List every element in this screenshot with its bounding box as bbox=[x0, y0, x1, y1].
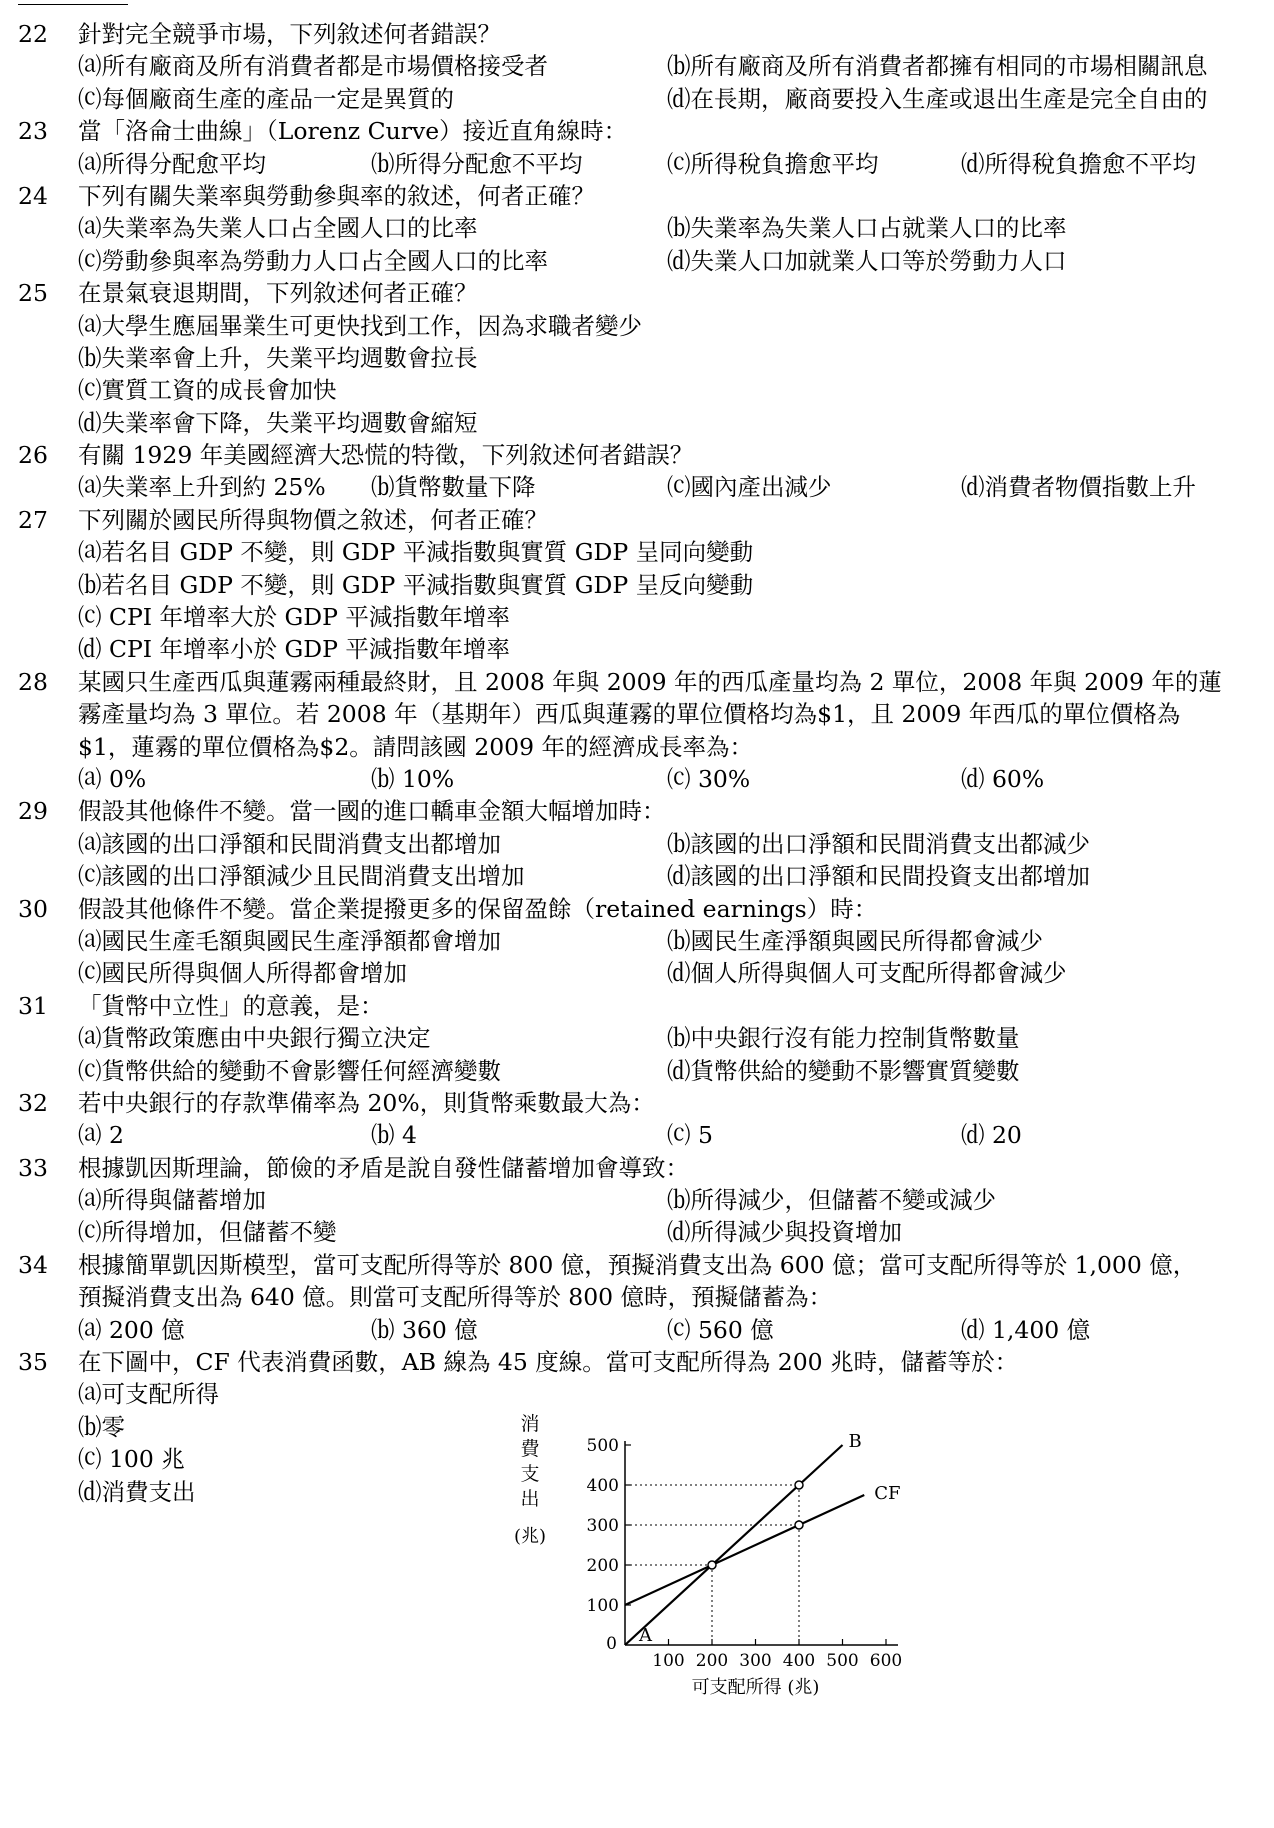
question-row bbox=[0, 698, 1274, 730]
option: ⒜所得分配愈平均 bbox=[78, 149, 266, 178]
x-tick-label: 400 bbox=[782, 1651, 816, 1671]
start-label-a: A bbox=[639, 1625, 652, 1646]
option: ⒟消費者物價指數上升 bbox=[961, 473, 1196, 502]
option: ⒜國民生產毛額與國民生產淨額都會增加 bbox=[78, 926, 501, 955]
option: ⒝所得減少，但儲蓄不變或減少 bbox=[667, 1186, 996, 1215]
top-rule bbox=[18, 4, 128, 5]
option: ⒞ 100 兆 bbox=[78, 1445, 185, 1474]
option: ⒟在長期，廠商要投入生產或退出生產是完全自由的 bbox=[667, 84, 1208, 113]
series-label-b: B bbox=[848, 1431, 862, 1452]
option: ⒜失業率上升到約 25% bbox=[78, 473, 326, 502]
question-row bbox=[0, 666, 1274, 698]
option: ⒟貨幣供給的變動不影響實質變數 bbox=[667, 1056, 1020, 1085]
option: ⒝若名目 GDP 不變，則 GDP 平減指數與實質 GDP 呈反向變動 bbox=[78, 570, 754, 599]
option: ⒟所得減少與投資增加 bbox=[667, 1218, 902, 1247]
question-stem: 下列有關失業率與勞動參與率的敘述，何者正確？ bbox=[78, 181, 595, 210]
question-stem: 假設其他條件不變。當企業提撥更多的保留盈餘（retained earnings）時： bbox=[78, 894, 878, 923]
question-number: 24 bbox=[18, 181, 48, 210]
question-number: 26 bbox=[18, 441, 48, 470]
question-stem: 「貨幣中立性」的意義，是： bbox=[78, 991, 384, 1020]
options-row bbox=[0, 763, 1274, 795]
y-axis-label-char: 費 bbox=[520, 1438, 540, 1460]
question-row bbox=[0, 1346, 1274, 1378]
options-row bbox=[0, 50, 1274, 82]
question-stem: 根據簡單凱因斯模型，當可支配所得等於 800 億，預擬消費支出為 600 億；當可支配所得等於 1,000 億， bbox=[78, 1250, 1197, 1279]
options-row bbox=[0, 828, 1274, 860]
options-row bbox=[0, 925, 1274, 957]
option: ⒟ 60% bbox=[961, 764, 1045, 793]
data-point bbox=[795, 1521, 803, 1529]
option: ⒝失業率會上升，失業平均週數會拉長 bbox=[78, 343, 478, 372]
option: ⒟ CPI 年增率小於 GDP 平減指數年增率 bbox=[78, 635, 510, 664]
option: ⒜所得與儲蓄增加 bbox=[78, 1186, 266, 1215]
question-number: 23 bbox=[18, 117, 48, 146]
question-row bbox=[0, 18, 1274, 50]
option: ⒞每個廠商生產的產品一定是異質的 bbox=[78, 84, 454, 113]
options-row bbox=[0, 471, 1274, 503]
option: ⒞該國的出口淨額減少且民間消費支出增加 bbox=[78, 862, 525, 891]
option: ⒟該國的出口淨額和民間投資支出都增加 bbox=[667, 862, 1090, 891]
question-row bbox=[0, 504, 1274, 536]
options-row bbox=[0, 1184, 1274, 1216]
x-tick-label: 200 bbox=[695, 1651, 729, 1671]
options-row bbox=[0, 407, 1274, 439]
question-number: 32 bbox=[18, 1088, 48, 1117]
option: ⒜該國的出口淨額和民間消費支出都增加 bbox=[78, 829, 501, 858]
option: ⒝所得分配愈不平均 bbox=[371, 149, 583, 178]
question-number: 33 bbox=[18, 1153, 48, 1182]
question-row bbox=[0, 893, 1274, 925]
option: ⒝該國的出口淨額和民間消費支出都減少 bbox=[667, 829, 1090, 858]
option: ⒜可支配所得 bbox=[78, 1380, 219, 1409]
question-stem: 根據凱因斯理論，節儉的矛盾是說自發性儲蓄增加會導致： bbox=[78, 1153, 689, 1182]
option: ⒝中央銀行沒有能力控制貨幣數量 bbox=[667, 1024, 1020, 1053]
option: ⒜ 200 億 bbox=[78, 1315, 185, 1344]
question-row bbox=[0, 1249, 1274, 1281]
options-row bbox=[0, 957, 1274, 989]
option: ⒝零 bbox=[78, 1412, 125, 1441]
option: ⒟所得稅負擔愈不平均 bbox=[961, 149, 1196, 178]
series-line-ab bbox=[625, 1445, 843, 1645]
options-row bbox=[0, 148, 1274, 180]
question-stem: 在下圖中，CF 代表消費函數，AB 線為 45 度線。當可支配所得為 200 兆時，儲蓄等於： bbox=[78, 1348, 1019, 1377]
x-axis-label: 可支配所得 (兆) bbox=[691, 1677, 820, 1698]
x-tick-label: 300 bbox=[739, 1651, 772, 1671]
options-row bbox=[0, 536, 1274, 568]
question-number: 28 bbox=[18, 667, 48, 696]
options-row bbox=[0, 1314, 1274, 1346]
option: ⒝所有廠商及所有消費者都擁有相同的市場相關訊息 bbox=[667, 52, 1208, 81]
question-number: 34 bbox=[18, 1250, 48, 1279]
x-tick-label: 500 bbox=[826, 1651, 859, 1671]
y-axis-label-char: 消 bbox=[520, 1413, 540, 1435]
option: ⒟失業率會下降，失業平均週數會縮短 bbox=[78, 408, 478, 437]
y-tick-label: 200 bbox=[586, 1556, 619, 1576]
option: ⒜所有廠商及所有消費者都是市場價格接受者 bbox=[78, 52, 548, 81]
option: ⒟失業人口加就業人口等於勞動力人口 bbox=[667, 246, 1067, 275]
question-row bbox=[0, 277, 1274, 309]
options-row bbox=[0, 83, 1274, 115]
x-tick-label: 600 bbox=[869, 1651, 903, 1671]
y-axis-label-char: 支 bbox=[520, 1463, 540, 1485]
option: ⒜貨幣政策應由中央銀行獨立決定 bbox=[78, 1024, 431, 1053]
option: ⒜ 0% bbox=[78, 764, 147, 793]
option: ⒜大學生應屆畢業生可更快找到工作，因為求職者變少 bbox=[78, 311, 642, 340]
option: ⒝ 10% bbox=[371, 764, 455, 793]
options-row bbox=[0, 374, 1274, 406]
data-point bbox=[795, 1481, 803, 1489]
y-axis-label-char: 出 bbox=[520, 1488, 540, 1510]
origin-label: 0 bbox=[606, 1634, 617, 1654]
option: ⒝ 4 bbox=[371, 1121, 417, 1150]
question-number: 31 bbox=[18, 991, 48, 1020]
options-row bbox=[0, 1055, 1274, 1087]
option: ⒞所得增加，但儲蓄不變 bbox=[78, 1218, 337, 1247]
y-tick-label: 500 bbox=[586, 1436, 619, 1456]
options-row bbox=[0, 310, 1274, 342]
question-number: 22 bbox=[18, 20, 48, 48]
option: ⒟消費支出 bbox=[78, 1477, 196, 1506]
y-tick-label: 300 bbox=[586, 1516, 619, 1536]
question-row bbox=[0, 731, 1274, 763]
question-row bbox=[0, 1087, 1274, 1119]
question-number: 25 bbox=[18, 279, 48, 308]
question-row bbox=[0, 990, 1274, 1022]
option: ⒞貨幣供給的變動不會影響任何經濟變數 bbox=[78, 1056, 501, 1085]
option: ⒞勞動參與率為勞動力人口占全國人口的比率 bbox=[78, 246, 548, 275]
options-row bbox=[0, 569, 1274, 601]
y-tick-label: 400 bbox=[586, 1476, 619, 1496]
data-point bbox=[708, 1561, 716, 1569]
question-row bbox=[0, 1281, 1274, 1313]
y-axis-unit: (兆) bbox=[513, 1526, 547, 1547]
option: ⒞國內產出減少 bbox=[667, 473, 832, 502]
question-stem: 預擬消費支出為 640 億。則當可支配所得等於 800 億時，預擬儲蓄為： bbox=[78, 1283, 833, 1312]
option: ⒟ 1,400 億 bbox=[961, 1315, 1091, 1344]
question-stem: 有關 1929 年美國經濟大恐慌的特徵，下列敘述何者錯誤？ bbox=[78, 441, 694, 470]
option: ⒝國民生產淨額與國民所得都會減少 bbox=[667, 926, 1043, 955]
question-number: 27 bbox=[18, 505, 48, 534]
question-number: 30 bbox=[18, 894, 48, 923]
option: ⒞國民所得與個人所得都會增加 bbox=[78, 959, 407, 988]
series-label-cf: CF bbox=[874, 1483, 901, 1504]
options-row bbox=[0, 342, 1274, 374]
options-row bbox=[0, 1022, 1274, 1054]
question-row bbox=[0, 439, 1274, 471]
question-row bbox=[0, 180, 1274, 212]
question-stem: 某國只生產西瓜與蓮霧兩種最終財，且 2008 年與 2009 年的西瓜產量均為 2 單位，2008 年與 2009 年的蓮 bbox=[78, 667, 1222, 696]
series-line-cf bbox=[625, 1495, 864, 1605]
option: ⒜失業率為失業人口占全國人口的比率 bbox=[78, 214, 478, 243]
option: ⒞ CPI 年增率大於 GDP 平減指數年增率 bbox=[78, 603, 510, 632]
option: ⒞ 5 bbox=[667, 1121, 713, 1150]
option: ⒞實質工資的成長會加快 bbox=[78, 376, 337, 405]
option: ⒝失業率為失業人口占就業人口的比率 bbox=[667, 214, 1067, 243]
option: ⒝ 360 億 bbox=[371, 1315, 478, 1344]
options-row bbox=[0, 1119, 1274, 1151]
question-row bbox=[0, 795, 1274, 827]
option: ⒜若名目 GDP 不變，則 GDP 平減指數與實質 GDP 呈同向變動 bbox=[78, 538, 754, 567]
option: ⒟個人所得與個人可支配所得都會減少 bbox=[667, 959, 1067, 988]
option: ⒞ 560 億 bbox=[667, 1315, 774, 1344]
question-stem: 若中央銀行的存款準備率為 20%，則貨幣乘數最大為： bbox=[78, 1088, 655, 1117]
question-row bbox=[0, 1152, 1274, 1184]
options-row bbox=[0, 633, 1274, 665]
options-row bbox=[0, 1216, 1274, 1248]
x-tick-label: 100 bbox=[652, 1651, 685, 1671]
question-stem: 在景氣衰退期間，下列敘述何者正確？ bbox=[78, 279, 478, 308]
question-number: 29 bbox=[18, 797, 48, 826]
question-row bbox=[0, 115, 1274, 147]
option: ⒝貨幣數量下降 bbox=[371, 473, 536, 502]
question-stem: 當「洛侖士曲線」（Lorenz Curve）接近直角線時： bbox=[78, 117, 628, 146]
option: ⒞所得稅負擔愈平均 bbox=[667, 149, 879, 178]
question-stem: 下列關於國民所得與物價之敘述，何者正確？ bbox=[78, 505, 548, 534]
option: ⒞ 30% bbox=[667, 764, 751, 793]
options-row bbox=[0, 860, 1274, 892]
option: ⒟ 20 bbox=[961, 1121, 1022, 1150]
question-stem: 霧產量均為 3 單位。若 2008 年（基期年）西瓜與蓮霧的單位價格均為$1，且 2009 年西瓜的單位價格為 bbox=[78, 700, 1181, 729]
question-stem: 針對完全競爭市場，下列敘述何者錯誤？ bbox=[78, 20, 501, 48]
question-number: 35 bbox=[18, 1348, 48, 1377]
question-stem: 假設其他條件不變。當一國的進口轎車金額大幅增加時： bbox=[78, 797, 666, 826]
y-tick-label: 100 bbox=[586, 1596, 619, 1616]
question-list bbox=[0, 18, 1274, 1508]
option: ⒜ 2 bbox=[78, 1121, 124, 1150]
options-row bbox=[0, 245, 1274, 277]
options-row bbox=[0, 212, 1274, 244]
question-stem: $1，蓮霧的單位價格為$2。請問該國 2009 年的經濟成長率為： bbox=[78, 732, 754, 761]
options-row bbox=[0, 601, 1274, 633]
consumption-function-chart bbox=[505, 1400, 925, 1700]
